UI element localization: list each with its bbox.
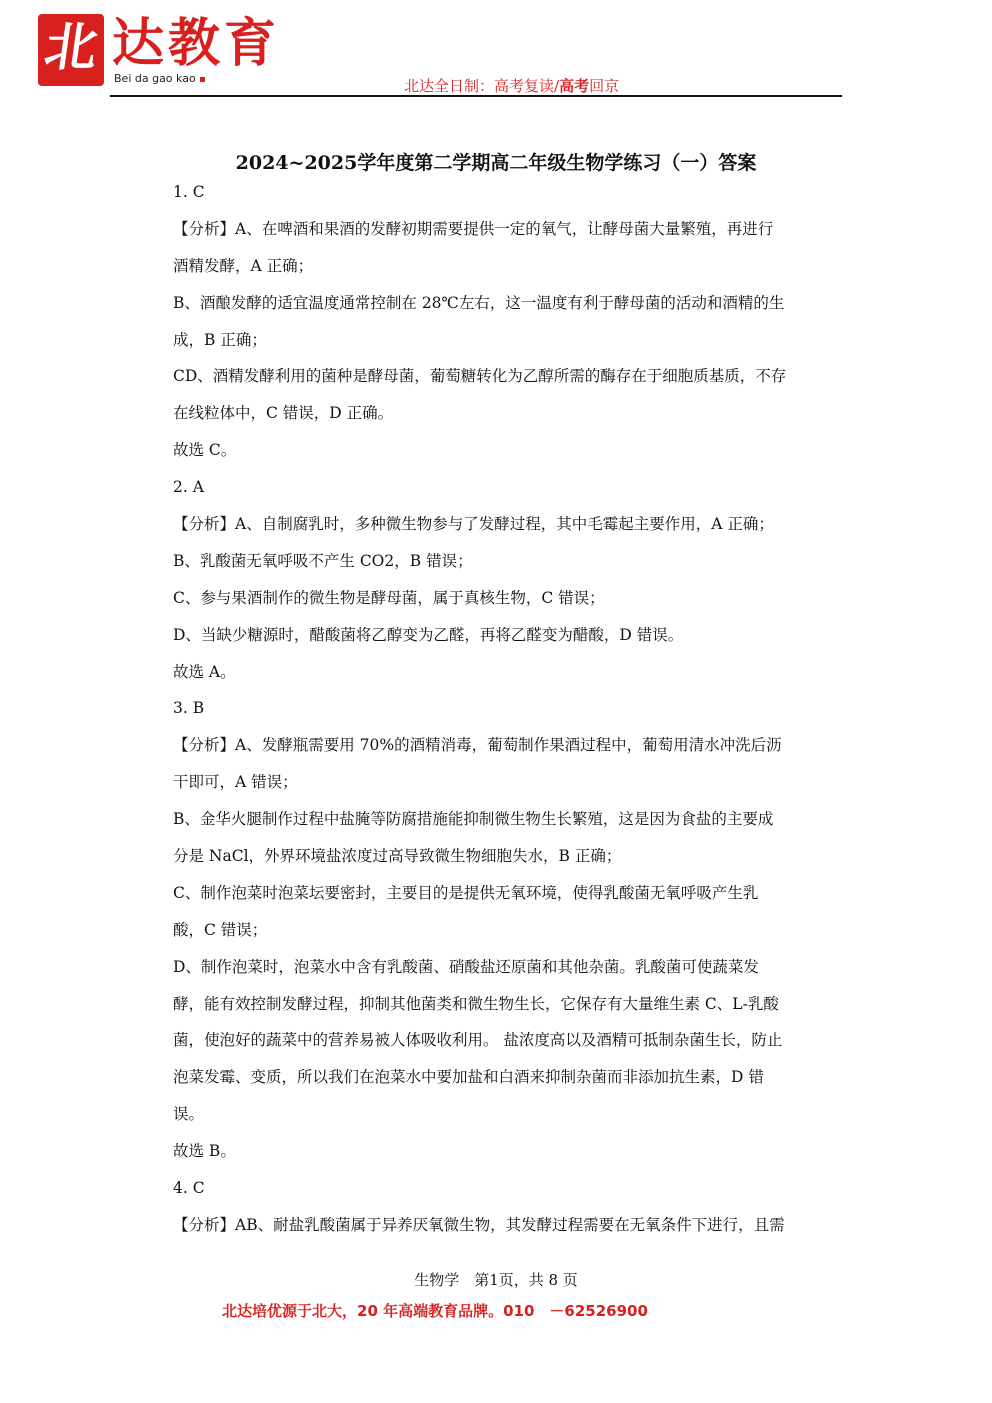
text-line: 泡菜发霉、变质，所以我们在泡菜水中要加盐和白酒来抑制杂菌而非添加抗生素，D 错 (173, 1068, 764, 1087)
logo-glyph: 北 (40, 17, 102, 78)
text-line: 分是 NaCl，外界环境盐浓度过高导致微生物细胞失水，B 正确； (173, 847, 622, 866)
text-line: 1. C (173, 183, 205, 201)
text-line: C、制作泡菜时泡菜坛要密封，主要目的是提供无氧环境，使得乳酸菌无氧呼吸产生乳 (173, 883, 759, 902)
text-line: 【分析】A、在啤酒和果酒的发酵初期需要提供一定的氧气，让酵母菌大量繁殖，再进行 (173, 219, 774, 238)
text-line: 【分析】A、自制腐乳时，多种微生物参与了发酵过程，其中毛霉起主要作用，A 正确； (173, 515, 774, 534)
header-tagline: 北达全日制：高考复读/高考回京 (404, 77, 620, 95)
text-line: D、制作泡菜时，泡菜水中含有乳酸菌、硝酸盐还原菌和其他杂菌。乳酸菌可使蔬菜发 (173, 957, 759, 976)
text-line: 故选 A。 (173, 662, 236, 681)
text-line: CD、酒精发酵利用的菌种是酵母菌，葡萄糖转化为乙醇所需的酶存在于细胞质基质，不存 (173, 367, 787, 386)
text-line: 3. B (173, 699, 205, 718)
logo-subtitle: Bei da gao kao (114, 72, 205, 85)
text-line: 【分析】A、发酵瓶需要用 70%的酒精消毒，葡萄制作果酒过程中，葡萄用清水冲洗后沥 (173, 736, 782, 755)
text-line: 在线粒体中，C 错误，D 正确。 (173, 404, 394, 423)
brand-footer: 北达培优源于北大，20 年高端教育品牌。010 －62526900 (222, 1302, 648, 1320)
text-line: D、当缺少糖源时，醋酸菌将乙醇变为乙醛，再将乙醛变为醋酸，D 错误。 (173, 625, 684, 644)
text-line: B、酒酿发酵的适宜温度通常控制在 28℃左右，这一温度有利于酵母菌的活动和酒精的生 (173, 293, 785, 312)
text-line: 4. C (173, 1179, 205, 1198)
text-line: 故选 B。 (173, 1142, 236, 1161)
header-divider (110, 95, 842, 97)
text-line: 误。 (173, 1105, 205, 1124)
text-line: 2. A (173, 478, 204, 497)
text-line: 【分析】AB、耐盐乳酸菌属于异养厌氧微生物，其发酵过程需要在无氧条件下进行，且需 (173, 1215, 785, 1234)
document-title: 2024~2025学年度第二学期高二年级生物学练习（一）答案 (235, 152, 757, 174)
text-line: C、参与果酒制作的微生物是酵母菌，属于真核生物，C 错误； (173, 588, 605, 607)
page-number-footer: 生物学 第1页，共 8 页 (414, 1271, 578, 1289)
logo-mark (38, 14, 104, 86)
text-line: 故选 C。 (173, 441, 237, 460)
text-line: 菌，使泡好的蔬菜中的营养易被人体吸收利用。 盐浓度高以及酒精可抵制杂菌生长，防止 (173, 1031, 783, 1050)
text-line: 干即可，A 错误； (173, 773, 298, 792)
text-line: 酒精发酵，A 正确； (173, 256, 314, 275)
logo-text: 达教育 (112, 13, 281, 74)
answer-body (173, 180, 853, 1250)
text-line: 酵，能有效控制发酵过程，抑制其他菌类和微生物生长，它保存有大量维生素 C、L-乳酸 (173, 994, 779, 1013)
text-line: B、金华火腿制作过程中盐腌等防腐措施能抑制微生物生长繁殖，这是因为食盐的主要成 (173, 810, 774, 829)
text-line: 成，B 正确； (173, 330, 267, 349)
text-line: B、乳酸菌无氧呼吸不产生 CO2，B 错误； (173, 551, 473, 570)
logo-dot-icon (200, 77, 205, 82)
text-line: 酸，C 错误； (173, 920, 268, 939)
